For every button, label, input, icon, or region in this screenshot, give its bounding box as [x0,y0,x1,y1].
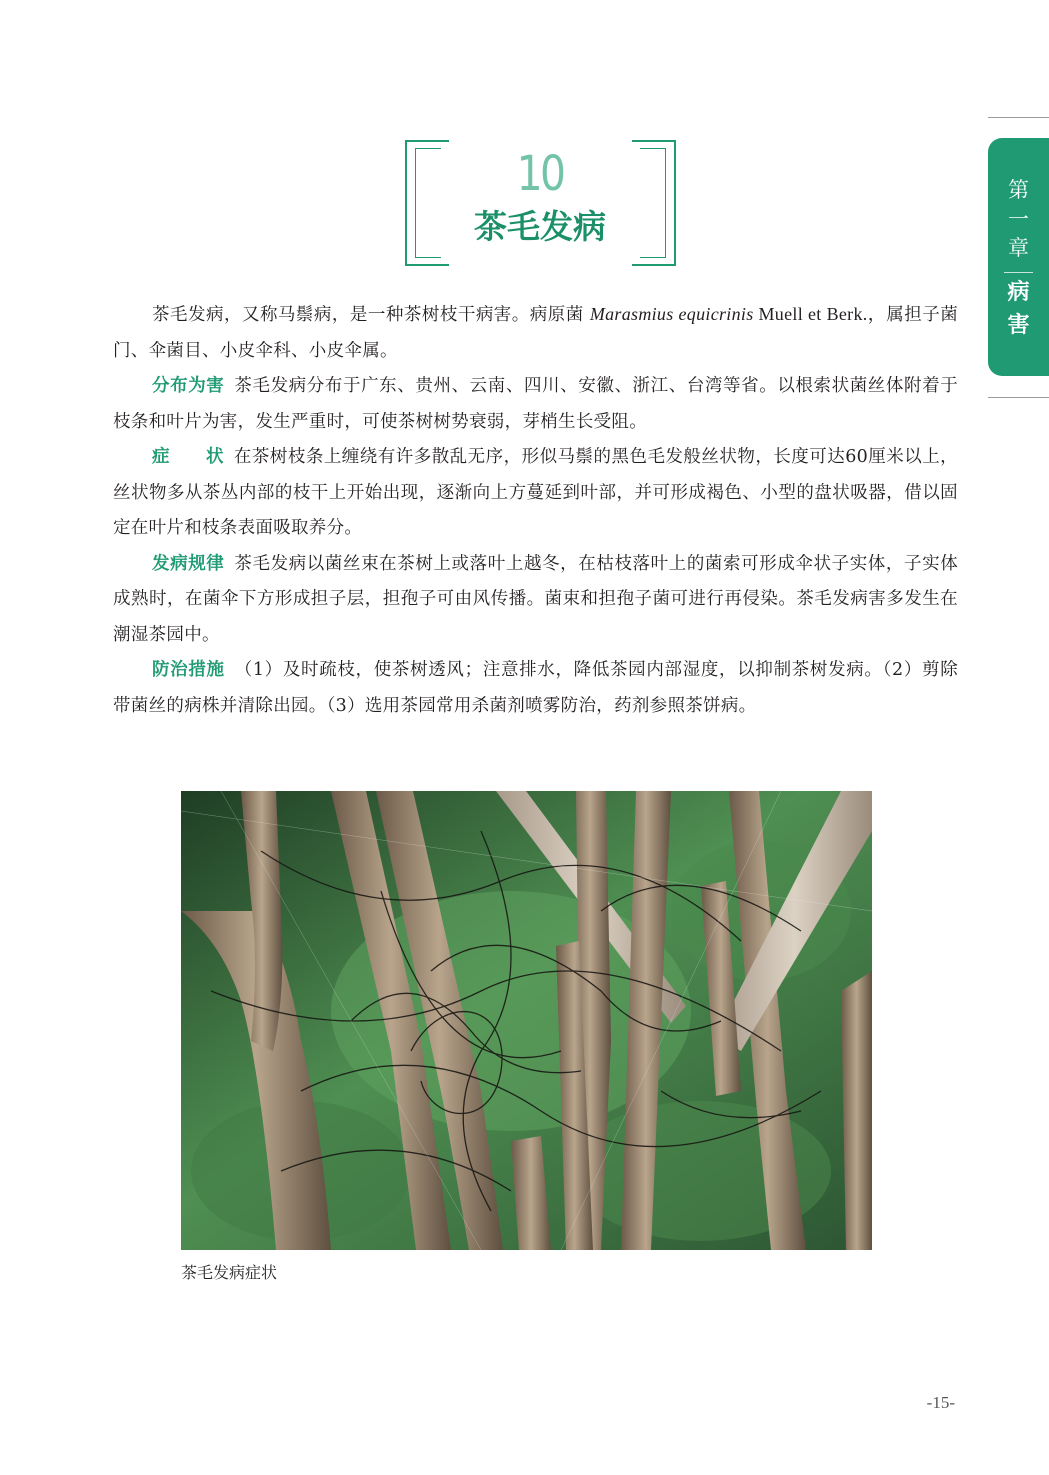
intro-text: 茶毛发病，又称马鬃病，是一种茶树枝干病害。病原菌 [152,305,590,325]
section-number: 10 [516,146,564,202]
paragraph-lead: 分布为害 [152,376,225,396]
branches-illustration [181,791,872,1250]
paragraph-pattern [113,547,958,654]
latin-name: Marasmius equicrinis [589,304,754,324]
paragraph-lead: 症 状 [152,447,224,467]
body-text [113,297,958,724]
paragraph-text: 茶毛发病分布于广东、贵州、云南、四川、安徽、浙江、台湾等省。以根索状菌丝体附着于枝条和叶片为害，发生严重时，可使茶树树势衰弱，芽梢生长受阻。 [113,376,958,432]
paragraph-lead: 防治措施 [152,660,225,680]
side-rule-top [988,117,1049,118]
paragraph-symptoms [113,440,958,547]
paragraph-text: （1）及时疏枝，使茶树透风；注意排水，降低茶园内部湿度，以抑制茶树发病。（2）剪除带菌丝的病株并清除出园。（3）选用茶园常用杀菌剂喷雾防治，药剂参照茶饼病。 [113,660,958,716]
section-title: 茶毛发病 [474,207,606,246]
paragraph-control [113,653,958,724]
chapter-tab [988,138,1049,376]
paragraph-text: 在茶树枝条上缠绕有许多散乱无序，形似马鬃的黑色毛发般丝状物，长度可达60厘米以上，丝状物多从茶丛内部的枝干上开始出现，逐渐向上方蔓延到叶部，并可形成褐色、小型的盘状吸器，借以固定在叶片和枝条表面吸取养分。 [113,447,958,538]
chapter-tab-divider [1004,272,1033,273]
paragraph-lead: 发病规律 [152,553,225,574]
side-rule-bottom [988,397,1049,398]
figure-caption: 茶毛发病症状 [181,1263,278,1282]
taxon-author: Muell et Berk.， [753,304,887,324]
paragraph-text: 茶毛发病以菌丝束在茶树上或落叶上越冬，在枯枝落叶上的菌索可形成伞状子实体，子实体成熟时，在菌伞下方形成担子层，担孢子可由风传播。菌束和担孢子菌可进行再侵染。茶毛发病害多发生在潮湿茶园中。 [113,553,958,645]
chapter-topic: 病 害 [1007,280,1030,338]
chapter-label: 第 一 章 [1008,178,1029,260]
intro-paragraph [113,297,958,369]
intro-text-after: 属担子菌门、伞菌目、小皮伞科、小皮伞属。 [113,305,959,361]
figure-photo [181,791,872,1250]
paragraph-distribution [113,369,958,440]
page-number: -15- [926,1393,955,1412]
